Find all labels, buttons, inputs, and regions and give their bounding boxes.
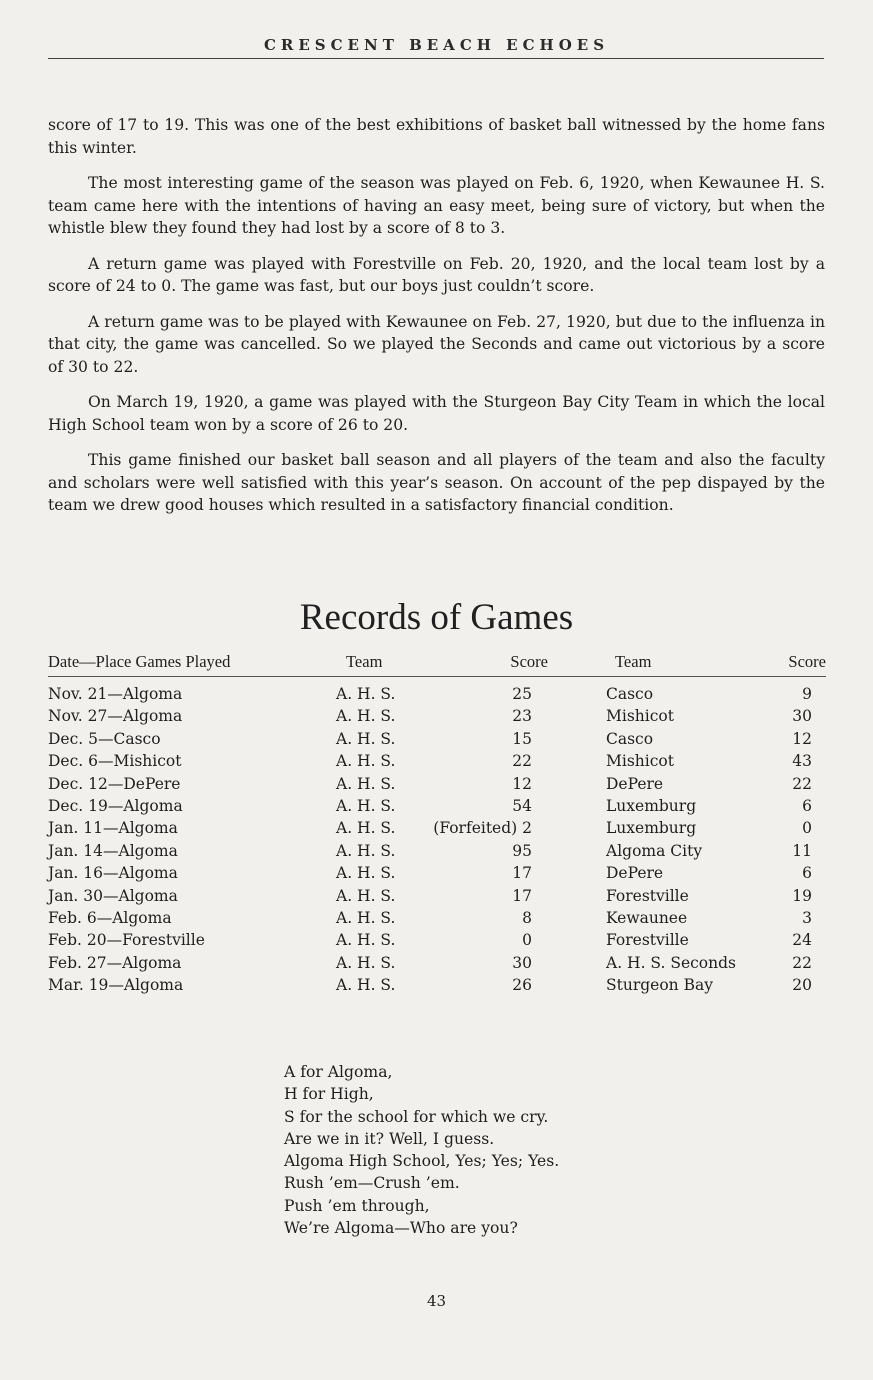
cell-opponent-score: 30 (792, 707, 812, 726)
records-table (48, 652, 826, 998)
cell-score: 15 (512, 729, 532, 748)
cell-score: 26 (512, 976, 532, 995)
cell-date: Nov. 27—Algoma (48, 707, 183, 726)
paragraph-4: A return game was to be played with Kewaunee on Feb. 27, 1920, but due to the influenza in that city, the game was cancelled. So we played the Seconds and came out victorious by a score of 30 to 22. (48, 312, 825, 376)
cell-opponent-score: 12 (792, 729, 812, 748)
cell-opponent: Luxemburg (606, 819, 697, 838)
cell-score: 54 (512, 796, 532, 815)
table-row (48, 976, 826, 998)
table-row (48, 842, 826, 864)
table-body (48, 685, 826, 998)
table-row (48, 819, 826, 841)
cell-opponent-score: 43 (792, 752, 812, 771)
cell-opponent: DePere (606, 864, 664, 883)
paragraph-5: On March 19, 1920, a game was played with the Sturgeon Bay City Team in which the local High School team won by a score of 26 to 20. (48, 393, 825, 434)
cell-score: 17 (512, 864, 532, 883)
yell-line: We’re Algoma—Who are you? (284, 1219, 518, 1238)
cell-opponent: Casco (606, 729, 654, 748)
cell-team: A. H. S. (336, 729, 396, 748)
cell-opponent: Luxemburg (606, 796, 697, 815)
table-row (48, 797, 826, 819)
cell-team: A. H. S. (336, 796, 396, 815)
cell-opponent-score: 0 (802, 819, 812, 838)
cell-opponent-score: 20 (792, 976, 812, 995)
cell-opponent-score: 6 (802, 864, 812, 883)
header-opponent-score: Score (788, 652, 826, 671)
cell-team: A. H. S. (336, 908, 396, 927)
running-header: CRESCENT BEACH ECHOES (263, 36, 610, 54)
paragraph-2: The most interesting game of the season was played on Feb. 6, 1920, when Kewaunee H. S. team came here with the intentions of having an easy meet, being sure of victory, but when the whistle blew they found they had lost by a score of 8 to 3. (48, 174, 825, 237)
cell-opponent-score: 11 (792, 841, 812, 860)
paragraph-1: score of 17 to 19. This was one of the best exhibitions of basket ball witnessed by the home fans this winter. (48, 116, 825, 157)
table-row (48, 931, 826, 953)
yell-line: Algoma High School, Yes; Yes; Yes. (284, 1152, 560, 1171)
cell-score: 95 (512, 841, 532, 860)
article-body (48, 114, 825, 530)
cell-score: 25 (512, 685, 532, 703)
cell-opponent: Mishicot (606, 752, 674, 771)
cell-score: 8 (522, 908, 532, 927)
cell-score: 12 (512, 774, 532, 793)
cell-date: Dec. 19—Algoma (48, 796, 183, 815)
cell-date: Nov. 21—Algoma (48, 685, 183, 703)
cell-date: Feb. 27—Algoma (48, 953, 182, 972)
cell-opponent-score: 19 (792, 886, 812, 905)
yell-line: S for the school for which we cry. (284, 1107, 549, 1126)
header-team: Team (346, 652, 383, 671)
cell-date: Mar. 19—Algoma (48, 976, 184, 995)
cell-date: Jan. 14—Algoma (48, 841, 178, 860)
cell-date: Jan. 30—Algoma (48, 886, 178, 905)
cell-team: A. H. S. (336, 707, 396, 726)
table-row (48, 864, 826, 886)
table-row (48, 909, 826, 931)
cell-team: A. H. S. (336, 685, 396, 703)
cell-opponent: Kewaunee (606, 908, 688, 927)
cell-opponent: Mishicot (606, 707, 674, 726)
cell-date: Dec. 6—Mishicot (48, 752, 182, 771)
cell-team: A. H. S. (336, 752, 396, 771)
cell-team: A. H. S. (336, 976, 396, 995)
cell-opponent-score: 6 (802, 796, 812, 815)
cell-score: (Forfeited) 2 (433, 819, 532, 838)
table-row (48, 954, 826, 976)
paragraph-3: A return game was played with Forestville on Feb. 20, 1920, and the local team lost by a score of 24 to 0. The game was fast, but our boys just couldn’t score. (48, 254, 825, 295)
cell-team: A. H. S. (336, 931, 396, 950)
cell-team: A. H. S. (336, 774, 396, 793)
yell-line: Push ’em through, (284, 1196, 430, 1215)
cell-score: 17 (512, 886, 532, 905)
cell-team: A. H. S. (336, 886, 396, 905)
cell-team: A. H. S. (336, 841, 396, 860)
paragraph-6: This game finished our basket ball season and all players of the team and also the faculty and scholars were well satisfied with this year’s season. On account of the pep dispayed by the team we drew good houses which resulted in a satisfactory financial condition. (48, 451, 825, 514)
cell-date: Feb. 6—Algoma (48, 908, 172, 927)
table-row (48, 752, 826, 774)
cell-date: Jan. 16—Algoma (48, 864, 178, 883)
table-row (48, 707, 826, 729)
header-rule (48, 58, 824, 59)
cell-team: A. H. S. (336, 953, 396, 972)
table-row (48, 887, 826, 909)
records-title: Records of Games (299, 597, 574, 638)
table-row (48, 730, 826, 752)
yell-line: H for High, (284, 1085, 374, 1104)
table-header (48, 652, 826, 677)
cell-date: Dec. 12—DePere (48, 774, 181, 793)
cell-team: A. H. S. (336, 819, 396, 838)
cell-date: Dec. 5—Casco (48, 729, 161, 748)
cell-opponent: Casco (606, 685, 654, 703)
cell-team: A. H. S. (336, 864, 396, 883)
cell-opponent: Sturgeon Bay (606, 976, 713, 995)
school-yell (284, 1061, 559, 1239)
cell-score: 22 (512, 752, 532, 771)
cell-date: Feb. 20—Forestville (48, 931, 205, 950)
cell-opponent: Algoma City (606, 841, 703, 860)
yell-line: Rush ’em—Crush ’em. (284, 1174, 460, 1193)
cell-score: 30 (512, 953, 532, 972)
cell-score: 0 (522, 931, 532, 950)
cell-opponent: A. H. S. Seconds (606, 953, 737, 972)
cell-date: Jan. 11—Algoma (48, 819, 178, 838)
yell-line: Are we in it? Well, I guess. (284, 1129, 495, 1148)
cell-opponent-score: 24 (792, 931, 812, 950)
cell-opponent: Forestville (606, 886, 689, 905)
cell-score: 23 (512, 707, 532, 726)
yell-line: A for Algoma, (284, 1063, 393, 1081)
header-opponent-team: Team (615, 652, 652, 671)
header-score: Score (510, 652, 548, 671)
table-row (48, 775, 826, 797)
cell-opponent: DePere (606, 774, 664, 793)
cell-opponent: Forestville (606, 931, 689, 950)
cell-opponent-score: 22 (792, 774, 812, 793)
cell-opponent-score: 9 (802, 685, 812, 703)
table-row (48, 685, 826, 707)
header-date-place: Date—Place Games Played (48, 652, 231, 671)
cell-opponent-score: 3 (802, 908, 812, 927)
page-number: 43 (426, 1292, 447, 1310)
cell-opponent-score: 22 (792, 953, 812, 972)
